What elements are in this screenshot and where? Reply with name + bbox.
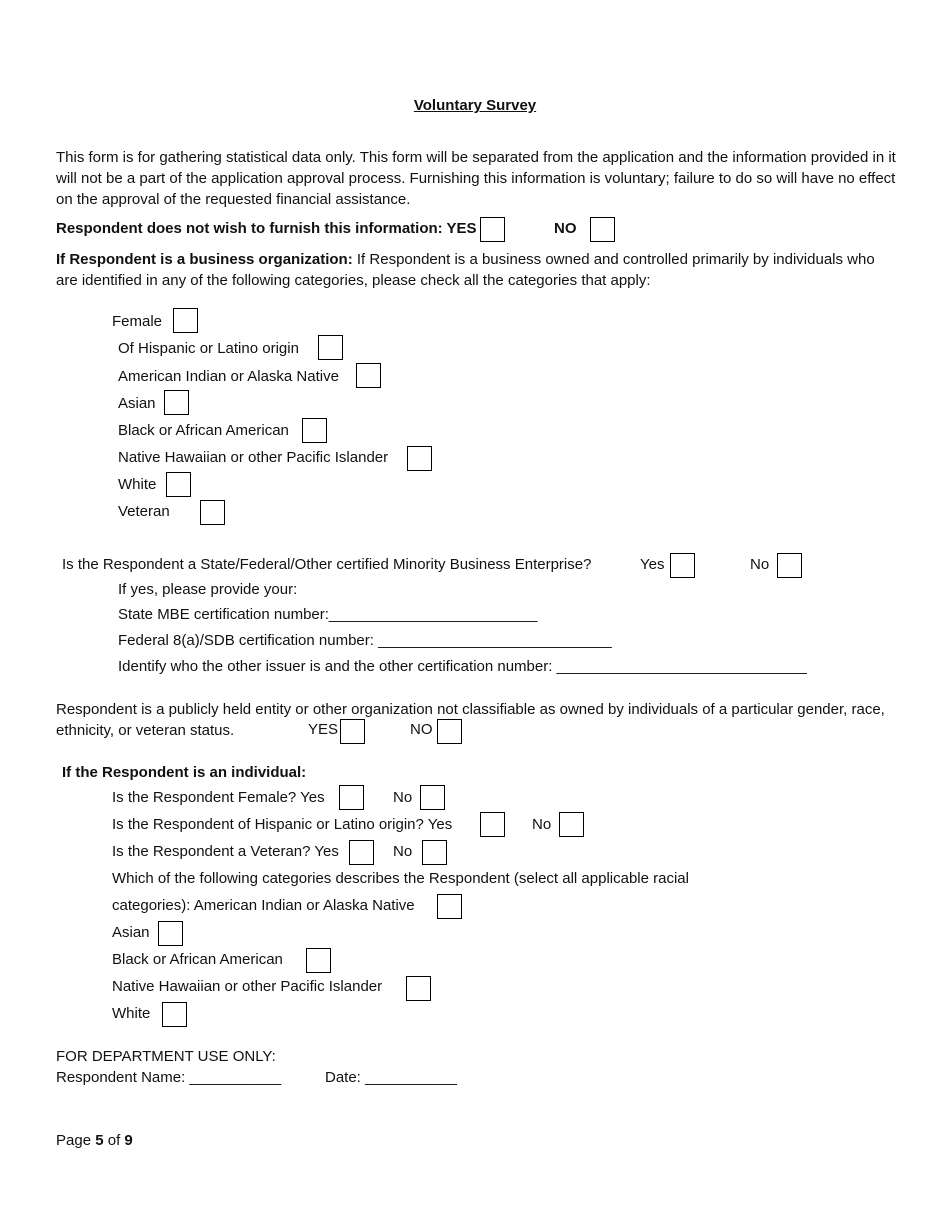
public-paragraph: Respondent is a publicly held entity or other organization not classifiable as owned by individuals of a particular gender, race, ethnicity, or veteran status. — [56, 701, 885, 739]
individual-american-indian-checkbox[interactable] — [437, 894, 462, 919]
business-black-checkbox[interactable] — [302, 418, 327, 443]
individual-veteran-question: Is the Respondent a Veteran? Yes — [112, 843, 339, 860]
individual-female-yes-checkbox[interactable] — [339, 785, 364, 810]
individual-veteran-no-checkbox[interactable] — [422, 840, 447, 865]
mbe-question: Is the Respondent a State/Federal/Other certified Minority Business Enterprise? — [62, 556, 592, 573]
page-number — [56, 1131, 133, 1151]
individual-which-text: Which of the following categories describes the Respondent (select all applicable racial — [112, 870, 689, 887]
individual-veteran-no-label: No — [393, 843, 413, 860]
mbe-other-field[interactable]: Identify who the other issuer is and the other certification number: ______________________________ — [118, 658, 807, 675]
mbe-ifyes: If yes, please provide your: — [118, 581, 298, 598]
mbe-yes-checkbox[interactable] — [670, 553, 695, 578]
public-yes-checkbox[interactable] — [340, 719, 365, 744]
individual-asian-label: Asian — [112, 924, 150, 941]
business-paragraph — [56, 249, 896, 291]
business-category-hispanic: Of Hispanic or Latino origin — [118, 340, 299, 357]
individual-female-no-checkbox[interactable] — [420, 785, 445, 810]
dept-respondent-name-field[interactable]: Respondent Name: ___________ — [56, 1069, 282, 1086]
individual-female-no-label: No — [393, 789, 413, 806]
individual-white-checkbox[interactable] — [162, 1002, 187, 1027]
intro-paragraph: This form is for gathering statistical data only. This form will be separated from the application and the information provided in it will not be a part of the application approval process. Furnishing this information is voluntary; failure to do so will have no effect on the approval of the requested financial assistance. — [56, 149, 896, 208]
individual-hispanic-question: Is the Respondent of Hispanic or Latino origin? Yes — [112, 816, 453, 833]
individual-hispanic-no-label: No — [532, 816, 552, 833]
business-asian-checkbox[interactable] — [164, 390, 189, 415]
individual-asian-checkbox[interactable] — [158, 921, 183, 946]
decline-yes-checkbox[interactable] — [480, 217, 505, 242]
business-veteran-checkbox[interactable] — [200, 500, 225, 525]
page-of: of — [107, 1132, 121, 1149]
mbe-state-field[interactable]: State MBE certification number:_________________________ — [118, 606, 538, 623]
individual-black-checkbox[interactable] — [306, 948, 331, 973]
business-category-hawaiian: Native Hawaiian or other Pacific Islander — [118, 449, 389, 466]
business-text: If Respondent is a business owned and controlled primarily by individuals who are identified in any of the following categories, please check all the categories that apply: — [56, 251, 875, 289]
page-current: 5 — [95, 1132, 104, 1149]
individual-hispanic-no-checkbox[interactable] — [559, 812, 584, 837]
public-yes-label: YES — [308, 721, 339, 738]
page-total: 9 — [124, 1132, 133, 1149]
individual-american-indian-label: categories): American Indian or Alaska Native — [112, 897, 415, 914]
business-category-black: Black or African American — [118, 422, 289, 439]
decline-label: Respondent does not wish to furnish this information: YES — [56, 220, 477, 237]
individual-white-label: White — [112, 1005, 151, 1022]
page-title: Voluntary Survey — [413, 97, 537, 114]
mbe-yes-label: Yes — [640, 556, 665, 573]
business-white-checkbox[interactable] — [166, 472, 191, 497]
business-hawaiian-checkbox[interactable] — [407, 446, 432, 471]
decline-no-label: NO — [554, 220, 577, 237]
individual-veteran-yes-checkbox[interactable] — [349, 840, 374, 865]
business-category-veteran: Veteran — [118, 503, 170, 520]
page-label: Page — [56, 1132, 92, 1149]
decline-no-checkbox[interactable] — [590, 217, 615, 242]
individual-black-label: Black or African American — [112, 951, 283, 968]
mbe-no-checkbox[interactable] — [777, 553, 802, 578]
individual-hawaiian-label: Native Hawaiian or other Pacific Islander — [112, 978, 383, 995]
individual-hawaiian-checkbox[interactable] — [406, 976, 431, 1001]
business-lead: If Respondent is a business organization: — [56, 251, 353, 268]
individual-hispanic-yes-checkbox[interactable] — [480, 812, 505, 837]
business-category-american-indian: American Indian or Alaska Native — [118, 368, 339, 385]
business-category-white: White — [118, 476, 157, 493]
business-female-checkbox[interactable] — [173, 308, 198, 333]
individual-heading: If the Respondent is an individual: — [62, 764, 307, 781]
business-category-asian: Asian — [118, 395, 156, 412]
business-hispanic-checkbox[interactable] — [318, 335, 343, 360]
dept-date-field[interactable]: Date: ___________ — [325, 1069, 457, 1086]
individual-female-question: Is the Respondent Female? Yes — [112, 789, 325, 806]
public-no-label: NO — [410, 721, 433, 738]
business-category-female: Female — [112, 313, 163, 330]
mbe-federal-field[interactable]: Federal 8(a)/SDB certification number: ____________________________ — [118, 632, 612, 649]
dept-heading: FOR DEPARTMENT USE ONLY: — [56, 1048, 276, 1065]
mbe-no-label: No — [750, 556, 770, 573]
business-american-indian-checkbox[interactable] — [356, 363, 381, 388]
public-no-checkbox[interactable] — [437, 719, 462, 744]
